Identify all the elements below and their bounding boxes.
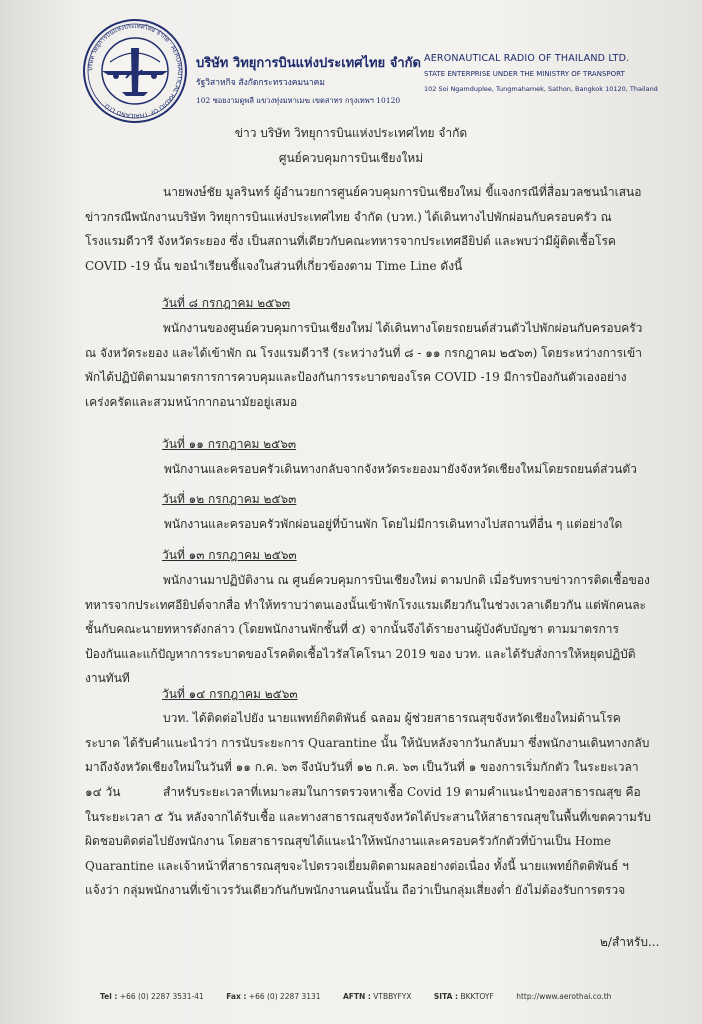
date-11-july: วันที่ ๑๑ กรกฎาคม ๒๕๖๓ [162, 437, 297, 451]
entry-14-july-text: บวท. ได้ติดต่อไปยัง นายแพทย์กิตติพันธ์ ฉลอม ผู้ช่วยสาธารณสุขจังหวัดเชียงใหม่ด้านโรคระบาด ได้รับคำแนะนำว่า การนับระยะการ Quarantine นั้น ให้นับหลังจากวันกลับมา ซึ่งพนักงานเดินทางกลับมาถึงจังหวัดเชียงใหม่ในวันที่ ๑๑ ก.ค. ๖๓ จึงนับวันที่ ๑๒ ก.ค. ๖๓ เป็นวันที่ ๑ ของการเริ่มกักตัว ในระยะเวลา ๑๔ วัน [85, 711, 650, 799]
footer-fax: +66 (0) 2287 3131 [248, 992, 321, 1001]
company-address-th: 102 ซอยงามดูพลี แขวงทุ่งมหาเมฆ เขตสาทร กรุงเทพฯ 10120 [196, 96, 401, 105]
company-sub-th: รัฐวิสาหกิจ สังกัดกระทรวงคมนาคม [196, 78, 325, 88]
company-sub-en: STATE ENTERPRISE UNDER THE MINISTRY OF TRANSPORT [424, 70, 625, 78]
letterhead-english [424, 53, 694, 93]
aerothai-seal-logo [82, 18, 188, 124]
footer-sita: BKKTOYF [460, 992, 494, 1001]
footer-website: http://www.aerothai.co.th [516, 992, 612, 1001]
company-address-en: 102 Soi Ngamduplee, Tungmahamek, Sathon, Bangkok 10120, Thailand [424, 85, 658, 93]
seal-text: บริษัท วิทยุการบินแห่งประเทศไทย จำกัด · AERONAUTICAL RADIO OF THAILAND LTD. [86, 22, 184, 120]
footer-contact: Tel : +66 (0) 2287 3531-41 Fax : +66 (0) 2287 3131 AFTN : VTBBYFYX SITA : BKKTOYF http://www.aerothai.co.th [100, 992, 612, 1001]
entry-8-july-text: พนักงานของศูนย์ควบคุมการบินเชียงใหม่ ได้เดินทางโดยรถยนต์ส่วนตัวไปพักผ่อนกับครอบครัว ณ จังหวัดระยอง และได้เข้าพัก ณ โรงแรมดีวารี (ระหว่างวันที่ ๘ - ๑๑ กรกฎาคม ๒๕๖๓) โดยระหว่างการเข้าพักได้ปฏิบัติตามมาตรการการควบคุมและป้องกันการระบาดของโรค COVID -19 มีการป้องกันตัวเองอย่างเคร่งครัดและสวมหน้ากากอนามัยอยู่เสมอ [85, 321, 643, 409]
date-13-july: วันที่ ๑๓ กรกฎาคม ๒๕๖๓ [162, 548, 297, 562]
heading-line-1: ข่าว บริษัท วิทยุการบินแห่งประเทศไทย จำกัด [234, 126, 468, 140]
intro-paragraph: นายพงษ์ชัย มูลรินทร์ ผู้อำนวยการศูนย์ควบคุมการบินเชียงใหม่ ขี้แจงกรณีที่สื่อมวลชนนำเสนอข่าวกรณีพนักงานบริษัท วิทยุการบินแห่งประเทศไทย จำกัด (บวท.) ได้เดินทางไปพักผ่อนกับครอบครัว ณ โรงแรมดีวารี จังหวัดระยอง ซึ่ง เป็นสถานที่เดียวกับคณะทหารจากประเทศอียิปต์ และพบว่ามีผู้ติดเชื้อโรค COVID -19 นั้น ขอนำเรียนชี้แจงในส่วนที่เกี่ยวข้องตาม Time Line ดังนี้ [85, 185, 642, 273]
date-8-july: วันที่ ๘ กรกฎาคม ๒๕๖๓ [162, 296, 291, 310]
entry-14-july-text-2: สำหรับระยะเวลาที่เหมาะสมในการตรวจหาเชื้อ Covid 19 ตามคำแนะนำของสาธารณสุข คือในระยะเวลา ๕ วัน หลังจากได้รับเชื้อ และทางสาธารณสุขจังหวัดได้ประสานให้สาธารณสุขในพื้นที่เขตความรับผิดชอบติดต่อไปยังพนักงาน โดยสาธารณสุขได้แนะนำให้พนักงานและครอบครัวกักตัวที่บ้านเป็น Home Quarantine และเจ้าหน้าที่สาธารณสุขจะไปตรวจเยี่ยมติดตามผลอย่างต่อเนื่อง ทั้งนี้ นายแพทย์กิตติพันธ์ ฯ แจ้งว่า กลุ่มพนักงานที่เข้าเวรวันเดียวกันกับพนักงานคนนั้นนั้น ถือว่าเป็นกลุ่มเสี่ยงต่ำ ยังไม่ต้องรับการตรวจ [85, 785, 652, 897]
footer-aftn: VTBBYFYX [373, 992, 412, 1001]
company-name-en: AERONAUTICAL RADIO OF THAILAND LTD. [424, 53, 630, 64]
entry-13-july-text: พนักงานมาปฏิบัติงาน ณ ศูนย์ควบคุมการบินเชียงใหม่ ตามปกติ เมื่อรับทราบข่าวการติดเชื้อของทหารจากประเทศอียิปต์จากสื่อ ทำให้ทราบว่าตนเองนั้นเข้าพักโรงแรมเดียวกันในช่วงเวลาเดียวกัน แต่พักคนละชั้นกับคณะนายทหารดังกล่าว (โดยพนักงานพักชั้นที่ ๕) จากนั้นจึงได้รายงานผู้บังคับบัญชา ตามมาตรการป้องกันและแก้ปัญหาการระบาดของโรคติดเชื้อไวรัสโคโรนา 2019 ของ บวท. และได้รับสั่งการให้หยุดปฏิบัติงานทันที [85, 573, 650, 685]
next-page-marker: ๒/สำหรับ... [600, 935, 660, 949]
footer-tel: +66 (0) 2287 3531-41 [119, 992, 204, 1001]
entry-12-july-text: พนักงานและครอบครัวพักผ่อนอยู่ที่บ้านพัก โดยไม่มีการเดินทางไปสถานที่อื่น ๆ แต่อย่างใด [164, 517, 623, 531]
entry-11-july-text: พนักงานและครอบครัวเดินทางกลับจากจังหวัดระยองมายังจังหวัดเชียงใหม่โดยรถยนต์ส่วนตัว [164, 462, 637, 476]
letterhead-thai [196, 52, 421, 107]
company-name-th: บริษัท วิทยุการบินแห่งประเทศไทย จำกัด [196, 56, 421, 71]
date-14-july: วันที่ ๑๔ กรกฎาคม ๒๕๖๓ [162, 687, 298, 701]
heading-line-2: ศูนย์ควบคุมการบินเชียงใหม่ [278, 151, 424, 165]
date-12-july: วันที่ ๑๒ กรกฎาคม ๒๕๖๓ [162, 492, 297, 506]
